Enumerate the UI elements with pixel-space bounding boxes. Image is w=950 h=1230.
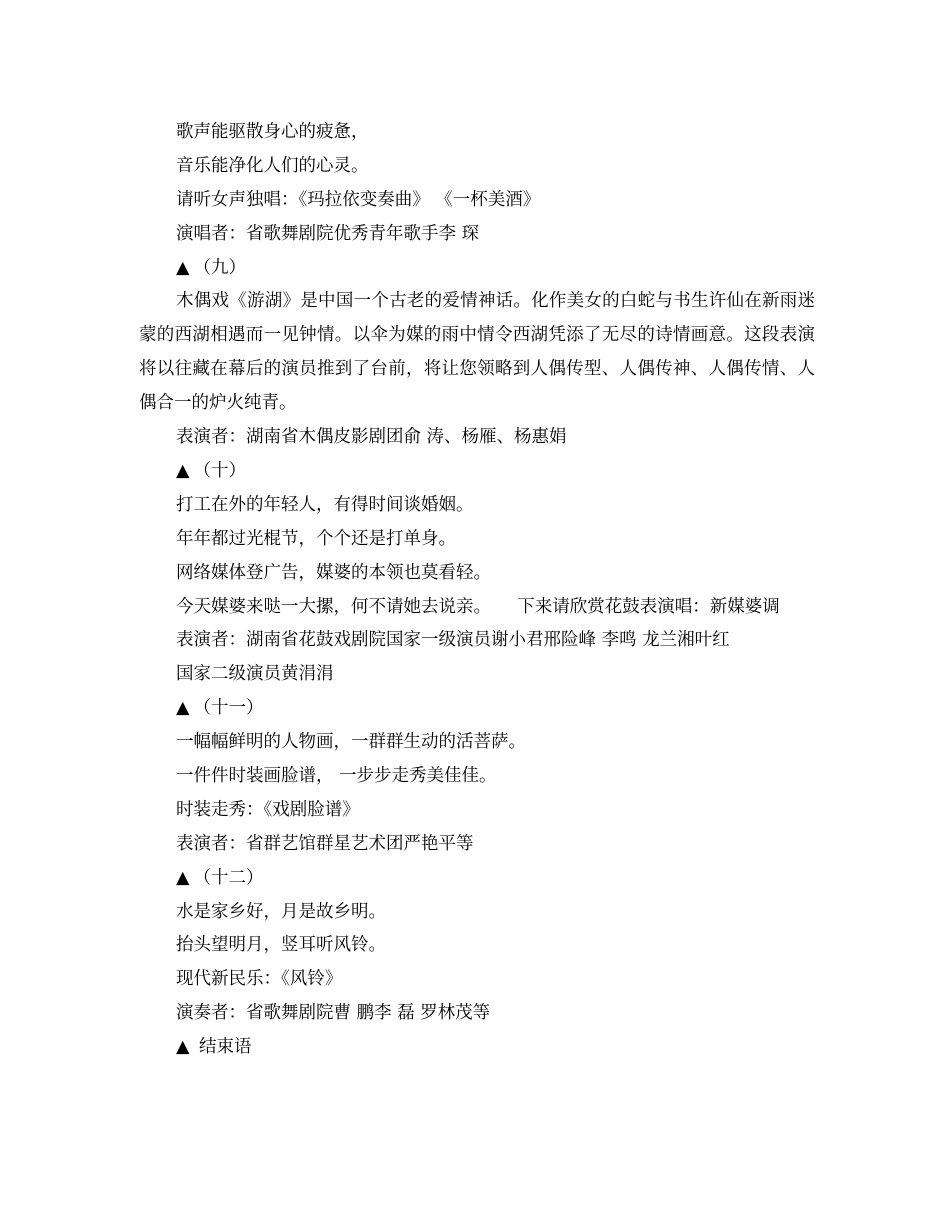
section-heading xyxy=(139,455,815,489)
triangle-icon: ▲ xyxy=(176,867,190,888)
section-number: （九） xyxy=(193,257,246,278)
document-body xyxy=(139,116,815,1065)
triangle-icon: ▲ xyxy=(176,257,190,278)
triangle-icon: ▲ xyxy=(176,1037,190,1058)
text-line: 请听女声独唱：《玛拉依变奏曲》 《一杯美酒》 xyxy=(176,189,541,210)
section-number: （十） xyxy=(193,460,246,481)
triangle-icon: ▲ xyxy=(176,698,190,719)
performer-line: 表演者：省群艺馆群星艺术团严艳平等 xyxy=(176,833,474,854)
section-number: （十一） xyxy=(193,698,264,719)
section-heading xyxy=(139,862,815,896)
triangle-icon: ▲ xyxy=(176,460,190,481)
text-line: 一件件时装画脸谱， 一步步走秀美佳佳。 xyxy=(176,766,497,786)
paragraph: 今天媒婆来哒一大摞，何不请她去说亲。 下来请欣赏花鼓表演唱：新媒婆调 xyxy=(176,596,780,617)
text-line: 打工在外的年轻人，有得时间谈婚姻。 xyxy=(176,494,474,515)
text-line: 一幅幅鲜明的人物画，一群群生动的活菩萨。 xyxy=(176,732,526,753)
text-line: 歌声能驱散身心的疲惫， xyxy=(176,122,369,142)
performer-line: 演唱者：省歌舞剧院优秀青年歌手李 琛 xyxy=(176,223,480,244)
performer-line: 演奏者：省歌舞剧院曹 鹏李 磊 罗林茂等 xyxy=(176,1003,491,1024)
performer-line: 表演者：湖南省木偶皮影剧团俞 涛、杨雁、杨惠娟 xyxy=(176,427,567,448)
section-heading xyxy=(139,252,815,286)
performer-line: 国家二级演员黄涓涓 xyxy=(176,664,334,685)
text-line: 网络媒体登广告，媒婆的本领也莫看轻。 xyxy=(176,562,491,583)
text-line: 水是家乡好，月是故乡明。 xyxy=(176,901,386,922)
text-line: 现代新民乐：《风铃》 xyxy=(176,969,343,990)
text-line: 年年都过光棍节，个个还是打单身。 xyxy=(176,528,456,549)
section-heading xyxy=(139,1031,815,1065)
text-line: 时装走秀：《戏剧脸谱》 xyxy=(176,799,360,820)
performer-line: 表演者：湖南省花鼓戏剧院国家一级演员谢小君邢险峰 李鸣 龙兰湘叶红 xyxy=(176,630,730,651)
text-line: 抬头望明月，竖耳听风铃。 xyxy=(176,935,386,956)
closing-label: 结束语 xyxy=(193,1037,252,1058)
text-line: 音乐能净化人们的心灵。 xyxy=(176,155,369,176)
section-number: （十二） xyxy=(193,867,264,888)
section-heading xyxy=(139,692,815,726)
paragraph: 木偶戏《游湖》是中国一个古老的爱情神话。化作美女的白蛇与书生许仙在新雨迷蒙的西湖相遇而一见钟情。以伞为媒的雨中情令西湖凭添了无尽的诗情画意。这段表演将以往藏在幕后的演员推到了台前，将让您领略到人偶传型、人偶传神、人偶传情、人偶合一的炉火纯青。 xyxy=(139,291,815,414)
